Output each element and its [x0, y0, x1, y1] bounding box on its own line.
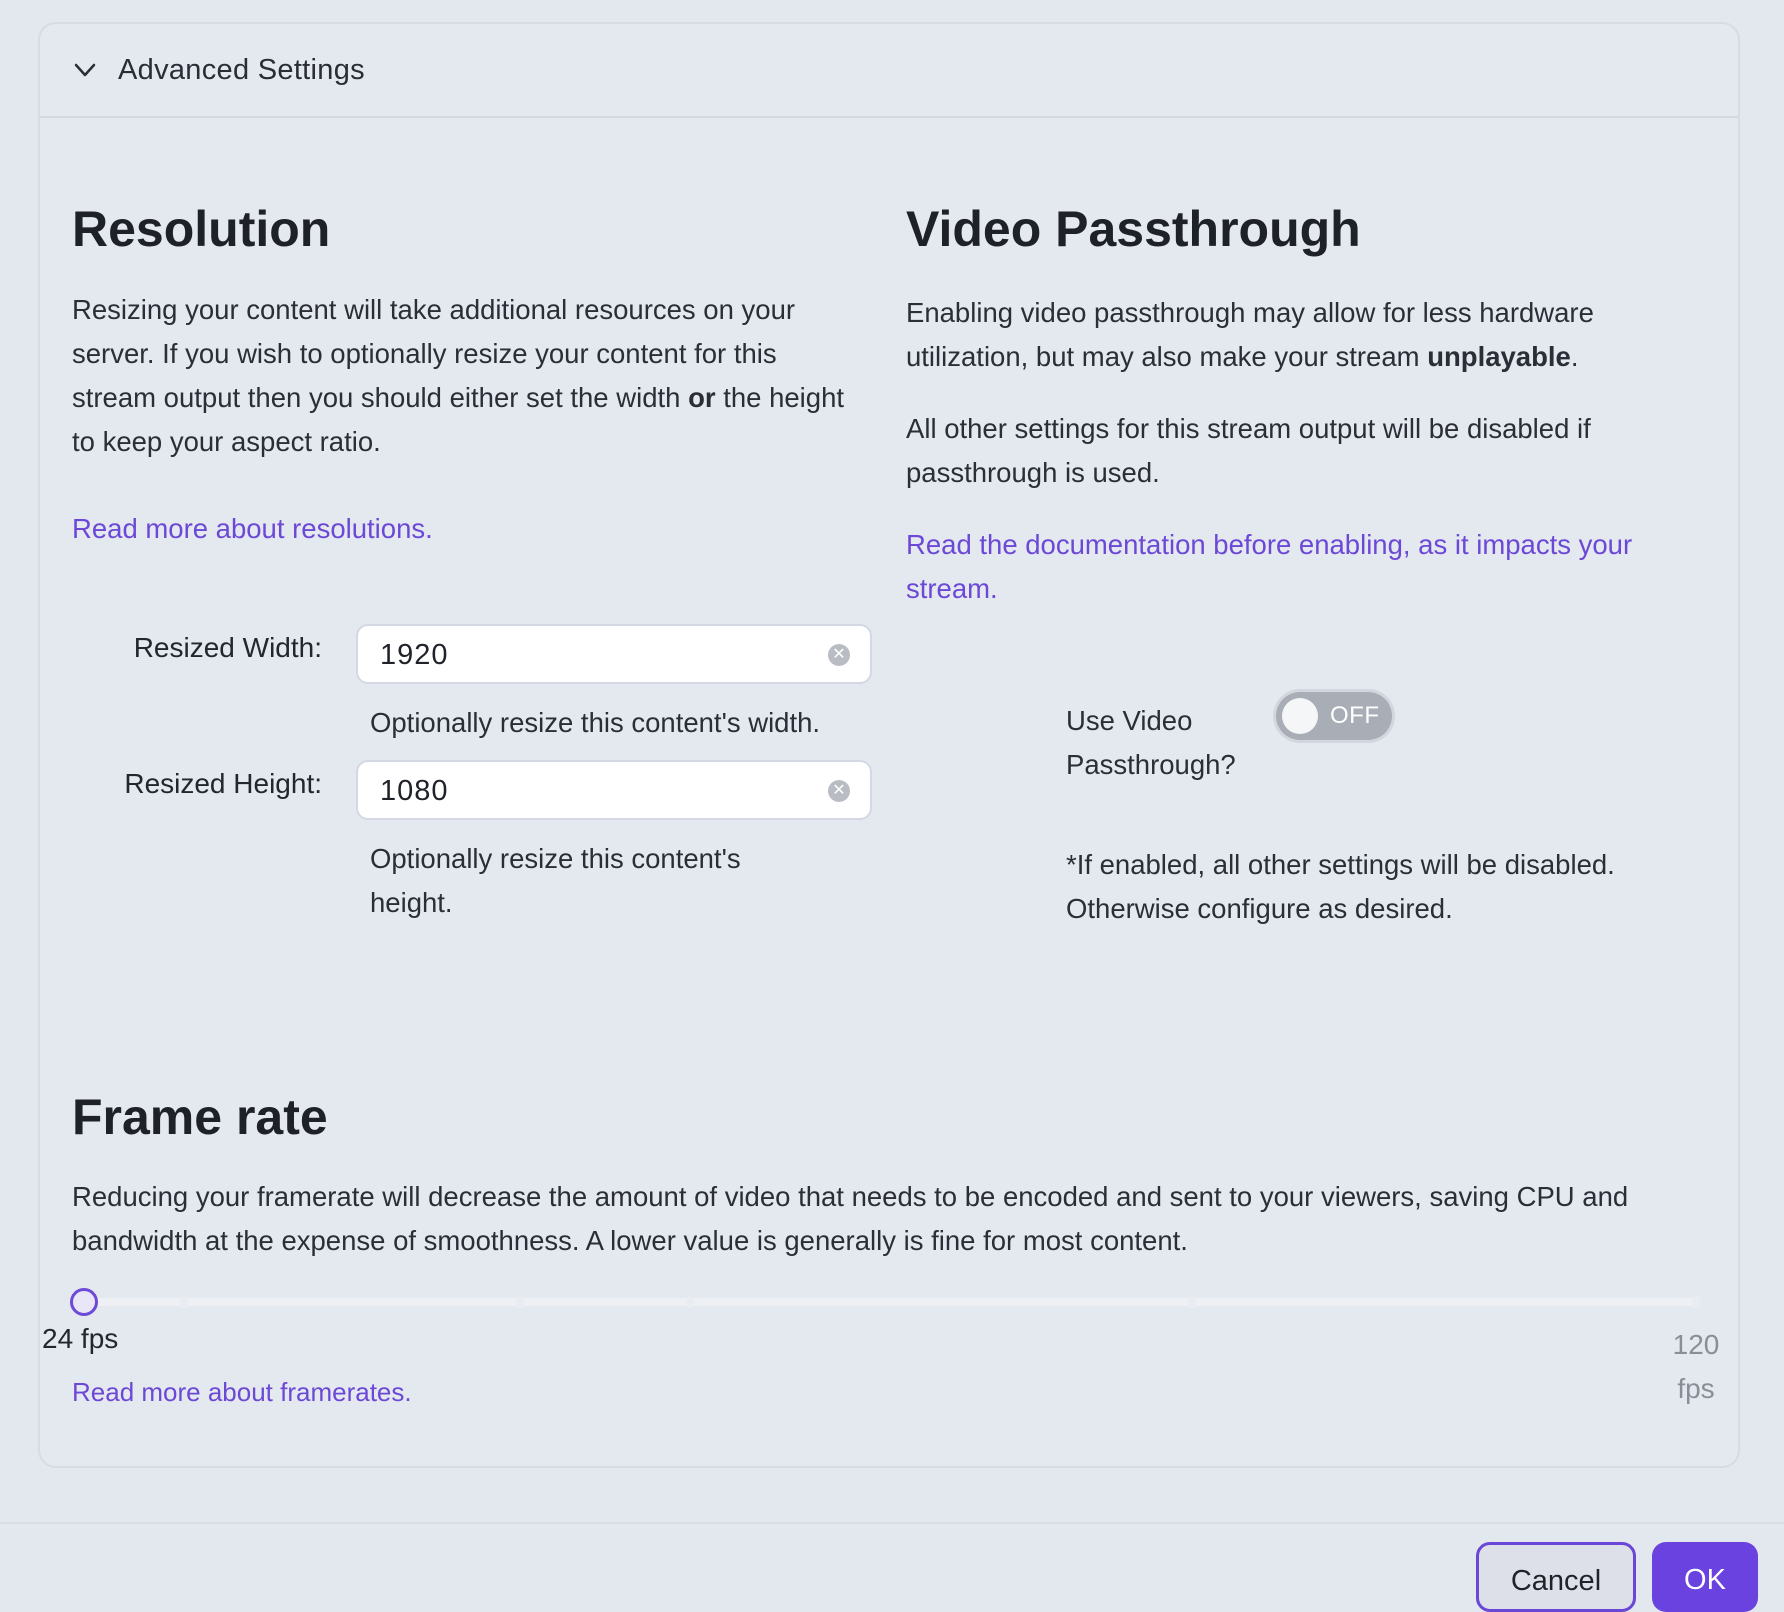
panel-header[interactable]: [40, 24, 1738, 118]
clear-icon[interactable]: ✕: [828, 644, 850, 666]
framerate-slider-track[interactable]: [84, 1298, 1700, 1306]
framerates-link[interactable]: Read more about framerates.: [72, 1377, 412, 1407]
passthrough-docs-link[interactable]: Read the documentation before enabling, as it impacts your stream.: [906, 529, 1633, 604]
slider-tick: [516, 1296, 524, 1308]
passthrough-toggle[interactable]: [1276, 692, 1392, 740]
framerate-slider-thumb[interactable]: [70, 1288, 98, 1316]
framerate-description: Reducing your framerate will decrease the amount of video that needs to be encoded and sent to your viewers, saving CPU and bandwidth at the expense of smoothness. A lower value is generally is fine for most content.: [72, 1181, 1629, 1256]
ok-button[interactable]: OK: [1652, 1542, 1758, 1612]
clear-icon[interactable]: ✕: [828, 780, 850, 802]
toggle-state-text: OFF: [1330, 702, 1380, 729]
slider-tick: [686, 1296, 694, 1308]
passthrough-desc-text: Enabling video passthrough may allow for less hardware utilization, but may also make your stream: [906, 297, 1594, 372]
footer-divider: [0, 1522, 1784, 1524]
framerate-heading: Frame rate: [72, 1089, 328, 1145]
passthrough-description-2: All other settings for this stream output will be disabled if passthrough is used.: [906, 413, 1591, 488]
resolution-desc-bold: or: [688, 382, 716, 413]
panel-title: Advanced Settings: [118, 53, 365, 86]
slider-tick: [1188, 1296, 1196, 1308]
resized-width-input[interactable]: [380, 638, 800, 672]
resized-width-label: Resized Width:: [133, 632, 322, 663]
cancel-button[interactable]: Cancel: [1476, 1542, 1636, 1612]
passthrough-heading: Video Passthrough: [906, 201, 1361, 257]
resolution-heading: Resolution: [72, 201, 331, 257]
toggle-knob: [1282, 698, 1318, 734]
resolution-desc-text: Resizing your content will take additional resources on your server. If you wish to optionally resize your content for this stream output then you should either set the width: [72, 294, 796, 413]
resized-width-field[interactable]: [356, 624, 872, 684]
resized-height-field[interactable]: [356, 760, 872, 820]
chevron-down-icon[interactable]: [72, 57, 98, 83]
passthrough-desc-bold: unplayable: [1427, 341, 1571, 372]
passthrough-toggle-label: Use Video Passthrough?: [1066, 705, 1236, 780]
resolution-description: [72, 288, 862, 464]
passthrough-description: [906, 291, 1676, 379]
resized-height-input[interactable]: [380, 774, 800, 808]
resolutions-link[interactable]: Read more about resolutions.: [72, 513, 433, 544]
resolution-desc-text-2: the height to keep your aspect ratio.: [72, 382, 845, 457]
passthrough-desc-text-2: .: [1570, 341, 1579, 372]
framerate-max-label: 120 fps: [1672, 1329, 1720, 1404]
slider-tick: [1692, 1296, 1700, 1308]
slider-tick: [180, 1296, 188, 1308]
passthrough-note: *If enabled, all other settings will be disabled. Otherwise configure as desired.: [1066, 849, 1615, 924]
resized-height-hint: Optionally resize this content's height.: [370, 843, 741, 918]
framerate-min-label: 24 fps: [42, 1323, 119, 1354]
resized-width-hint: Optionally resize this content's width.: [370, 707, 821, 738]
resized-height-label: Resized Height:: [124, 768, 322, 799]
